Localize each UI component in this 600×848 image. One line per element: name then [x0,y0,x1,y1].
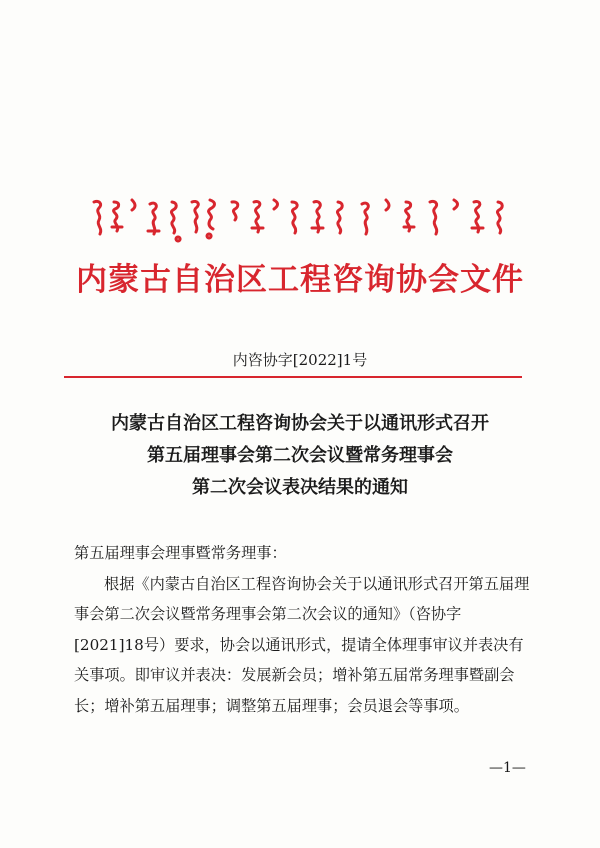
salutation: 第五届理事会理事暨常务理事： [74,544,287,562]
svg-text:ᠥᠪᠦᠷ ᠮᠣᠩᠭᠣᠯ ᠤᠨ ᠥᠪᠡᠷᠲᠡᠭᠡᠨ ᠵᠠᠰᠠᠬ: ᠥᠪᠦᠷ ᠮᠣᠩᠭᠣᠯ ᠤᠨ ᠥᠪᠡᠷᠲᠡᠭᠡᠨ ᠵᠠᠰᠠᠬᠤ ᠣᠷᠣᠨ ᠤ ᠢᠨᠵᠧᠨᠧᠷᠢᠩ ᠤᠨ ᠵᠥᠪᠯᠡᠭᠡᠨ ᠦ ᠨᠡᠢᠭᠡᠮᠯᠡᠯ ᠤᠨ ᠪᠢᠴᠢᠭ [88,243,129,244]
body-paragraph: 根据《内蒙古自治区工程咨询协会关于以通讯形式召开第五届理事会第二次会议暨常务理事会第二次会议的通知》（咨协字[2021]18号）要求，协会以通讯形式，提请全体理事审议并表决有关事项。即审议并表决：发展新会员；增补第五届常务理事暨副会长；增补第五届理事；调整第五届理事；会员退会等事项。 [74,574,530,715]
notice-title-line-1: 内蒙古自治区工程咨询协会关于以通讯形式召开 [111,413,489,434]
notice-body [74,538,530,721]
notice-title-line-3: 第二次会议表决结果的通知 [192,477,408,498]
mongolian-script-header [88,196,518,244]
notice-title-line-2: 第五届理事会第二次会议暨常务理事会 [147,445,453,466]
document-red-title: 内蒙古自治区工程咨询协会文件 [76,262,524,298]
notice-title [0,408,600,504]
page-number: —1— [489,760,526,776]
document-number: 内咨协字[2022]1号 [232,351,368,369]
red-divider-line [64,376,522,378]
